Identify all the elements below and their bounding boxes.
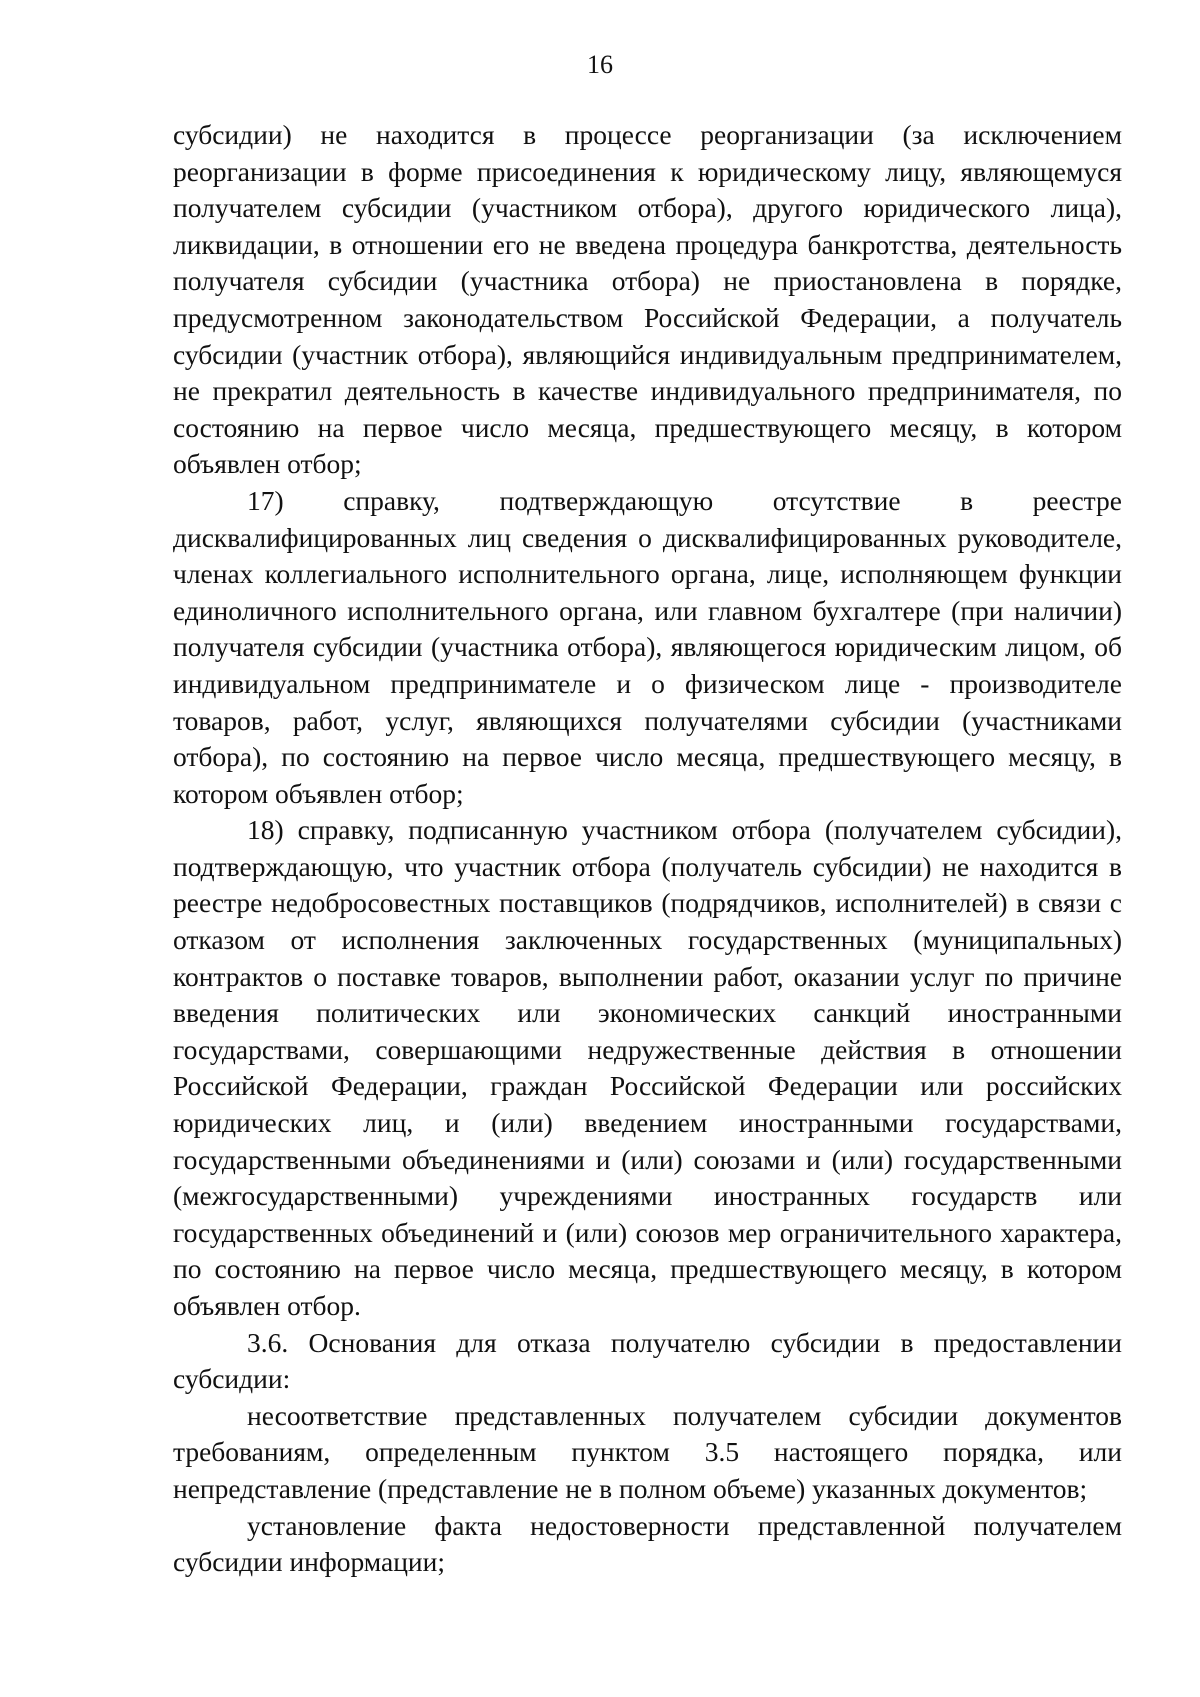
- paragraph-section-3-6: 3.6. Основания для отказа получателю субсидии в предоставлении субсидии:: [173, 1326, 1122, 1395]
- paragraph-item-17: 17) справку, подтверждающую отсутствие в реестре дисквалифицированных лиц сведения о дисквалифицированных руководителе, членах коллегиального исполнительного органа, лице, исполняющем функции единоличного исполнительного органа, или главном бухгалтере (при наличии) получателя субсидии (участника отбора), являющегося юридическим лицом, об индивидуальном предпринимателе и о физическом лице - производителе товаров, работ, услуг, являющихся получателями субсидии (участниками отбора), по состоянию на первое число месяца, предшествующего месяцу, в котором объявлен отбор;: [173, 484, 1122, 809]
- page-number: 16: [587, 50, 613, 79]
- paragraph-item-18: 18) справку, подписанную участником отбора (получателем субсидии), подтверждающую, что участник отбора (получатель субсидии) не находится в реестре недобросовестных поставщиков (подрядчиков, исполнителей) в связи с отказом от исполнения заключенных государственных (муниципальных) контрактов о поставке товаров, выполнении работ, оказании услуг по причине введения политических или экономических санкций иностранными государствами, совершающими недружественные действия в отношении Российской Федерации, граждан Российской Федерации или российских юридических лиц, и (или) введением иностранными государствами, государственными объединениями и (или) союзами и (или) государственными (межгосударственными) учреждениями иностранных государств или государственных объединений и (или) союзов мер ограничительного характера, по состоянию на первое число месяца, предшествующего месяцу, в котором объявлен отбор.: [173, 814, 1122, 1321]
- document-body: [173, 117, 1122, 1581]
- paragraph-continuation: субсидии) не находится в процессе реорганизации (за исключением реорганизации в форме присоединения к юридическому лицу, являющемуся получателем субсидии (участником отбора), другого юридического лица), ликвидации, в отношении его не введена процедура банкротства, деятельность получателя субсидии (участника отбора) не приостановлена в порядке, предусмотренном законодательством Российской Федерации, а получатель субсидии (участник отбора), являющийся индивидуальным предпринимателем, не прекратил деятельность в качестве индивидуального предпринимателя, по состоянию на первое число месяца, предшествующего месяцу, в котором объявлен отбор;: [173, 119, 1122, 480]
- paragraph-refusal-ground-1: несоответствие представленных получателем субсидии документов требованиям, определенным пунктом 3.5 настоящего порядка, или непредставление (представление не в полном объеме) указанных документов;: [173, 1399, 1122, 1504]
- paragraph-refusal-ground-2: установление факта недостоверности представленной получателем субсидии информации;: [173, 1509, 1122, 1578]
